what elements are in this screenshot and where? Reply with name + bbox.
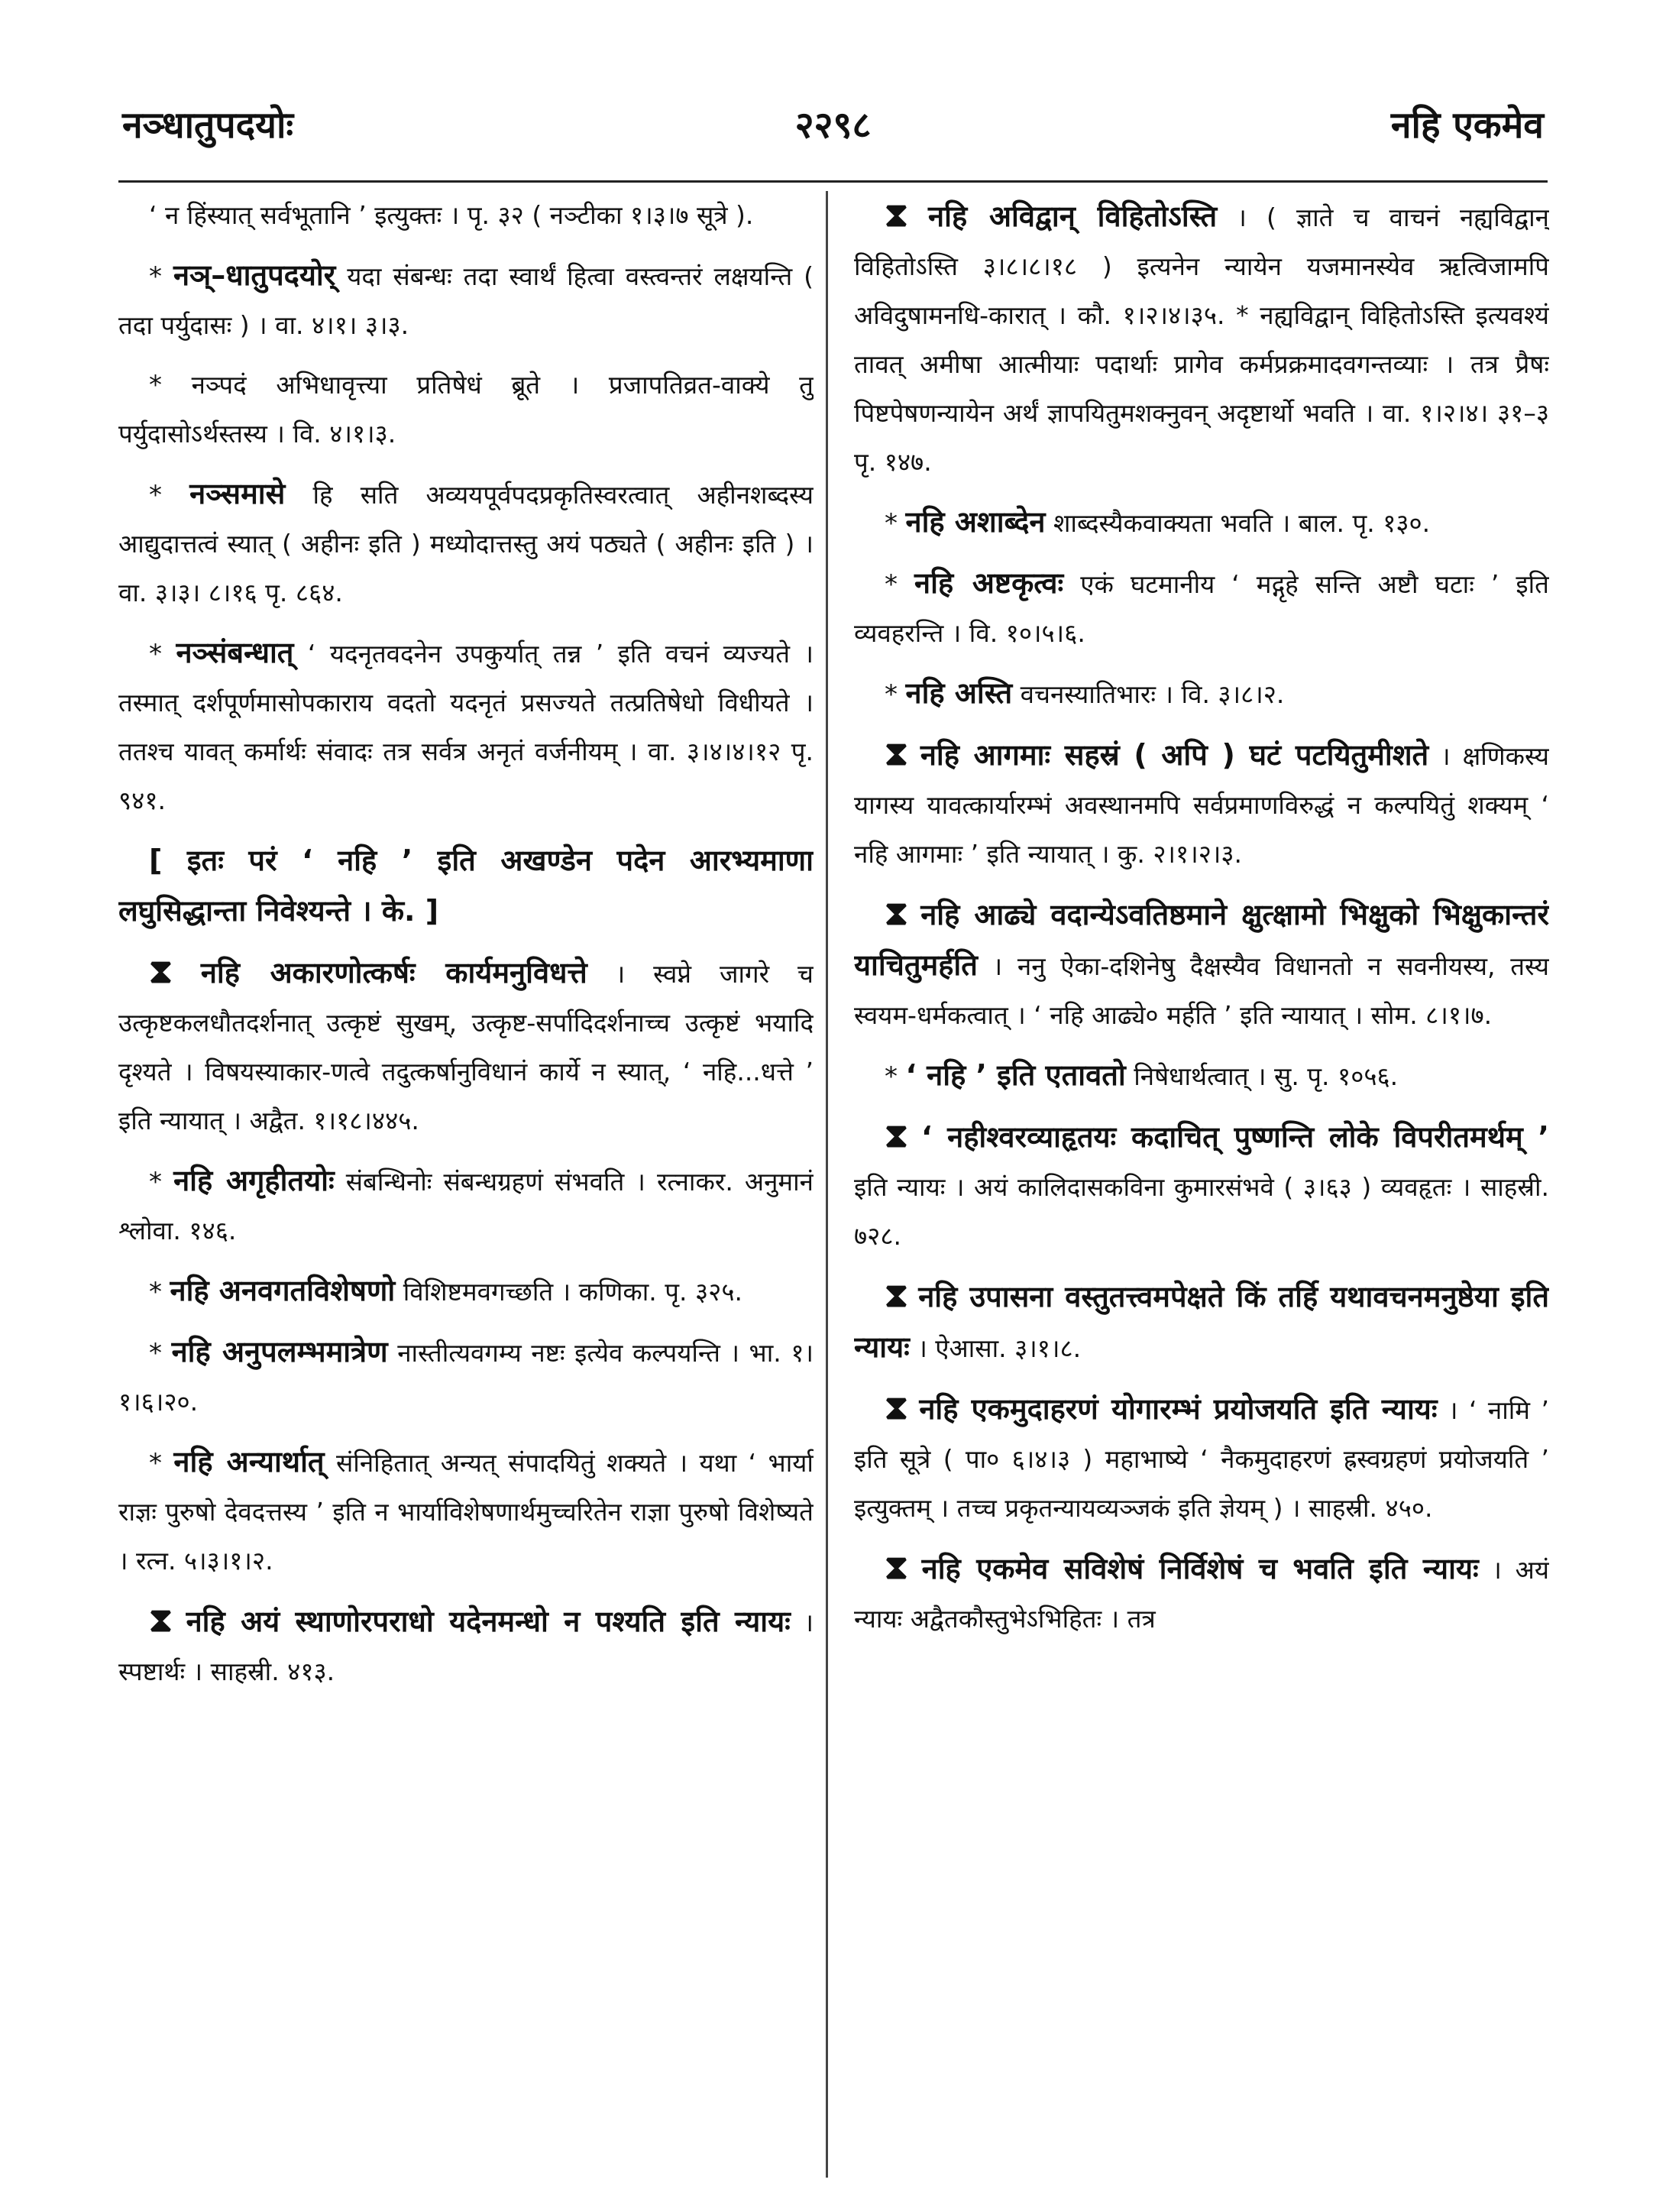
entry-text: निषेधार्थत्वात् । सु. पृ. १०५६. (1134, 1061, 1399, 1091)
entry-headword: नहि एकमेव सविशेषं निर्विशेषं च भवति इति न्यायः (921, 1552, 1479, 1585)
asterisk-marker: * (149, 1277, 162, 1307)
entry-headword: नहि अन्यार्थात् (173, 1445, 325, 1478)
hourglass-icon: ⧗ (885, 894, 908, 933)
entry-headword: नहि अनवगतविशेषणो (170, 1274, 396, 1307)
header-rule (118, 180, 1548, 183)
asterisk-marker: * (885, 679, 898, 710)
hourglass-icon: ⧗ (885, 1116, 908, 1155)
dictionary-entry (854, 559, 1549, 658)
hourglass-icon: ⧗ (885, 1548, 908, 1587)
entry-text: ‘ न हिंस्यात् सर्वभूतानि ’ इत्युक्तः । पृ. ३२ ( नञ्टीका १।३।७ सूत्रे ). (149, 200, 754, 230)
entry-text: नञ्पदं अभिधावृत्त्या प्रतिषेधं ब्रूते । प्रजापतिव्रत-वाक्ये तु पर्युदासोऽर्थस्तस्य । वि. ४।१।३. (118, 370, 814, 449)
asterisk-marker: * (885, 569, 898, 600)
dictionary-entry (118, 836, 814, 937)
dictionary-entry (118, 361, 814, 458)
header-right-word: नहि एकमेव (1390, 104, 1544, 147)
dictionary-entry (118, 251, 814, 350)
header-left-word: नञ्धातुपदयोः (122, 104, 294, 147)
dictionary-entry (118, 469, 814, 617)
entry-headword: ‘ नहीश्वरव्याहृतयः कदाचित् पुष्णन्ति लोके विपरीतमर्थम् ’ (920, 1120, 1549, 1154)
dictionary-entry (854, 1543, 1549, 1644)
entry-text: । स्पष्टार्थः । साहस्री. ४१३. (118, 1608, 814, 1686)
entry-text: । स्वप्ने जागरे च उत्कृष्टकलधौतदर्शनात् उत्कृष्टं सुखम्, उत्कृष्ट-सर्पादिदर्शनाच्च उत्कृष्टं भयादि दृश्यते । विषयस्याकार-णत्वे तदुत्कर्षानुविधानं कार्ये न स्यात्, ‘ नहि...धत्ते ’ इति न्यायात् । अद्वैत. १।१८।४४५. (118, 959, 814, 1135)
asterisk-marker: * (885, 508, 898, 539)
dictionary-entry (118, 191, 814, 240)
entry-text: । ( ज्ञाते च वाचनं नह्यविद्वान् विहितोऽस्ति ३।८।८।१८ ) इत्यनेन न्यायेन यजमानस्येव ऋत्विजामपि अविदुषामनधि-कारात् । कौ. १।२।४।३५. * नह्यविद्वान् विहितोऽस्ति इत्यवश्यं तावत् अमीषा आत्मीयाः पदार्थाः प्रागेव कर्मप्रक्रमादवगन्तव्याः । तत्र प्रैषः पिष्टपेषणन्यायेन अर्थं ज्ञापयितुमशक्नुवन् अदृष्टार्थो भवति । वा. १।२।४। ३१–३ पृ. १४७. (854, 202, 1549, 477)
entry-headword: नहि अनुपलम्भमात्रेण (171, 1335, 388, 1368)
dictionary-entry (118, 1266, 814, 1317)
hourglass-icon: ⧗ (885, 734, 908, 773)
dictionary-entry (854, 669, 1549, 719)
entry-headword: नहि अस्ति (905, 676, 1013, 710)
entry-headword: नहि आढ्ये वदान्येऽवतिष्ठमाने क्षुत्क्षामो भिक्षुको भिक्षुकान्तरं याचितुमर्हति (854, 898, 1549, 982)
entry-headword: नहि उपासना वस्तुतत्त्वमपेक्षते किं तर्हि यथावचनमनुष्ठेया इति न्यायः (854, 1280, 1549, 1364)
entry-headword: नहि अविद्वान् विहितोऽस्ति (928, 199, 1218, 233)
dictionary-entry (854, 889, 1549, 1040)
entry-headword: नहि अष्टकृत्वः (914, 566, 1064, 600)
entry-headword: नहि अगृहीतयोः (173, 1164, 335, 1197)
column-divider (826, 191, 828, 2178)
entry-text: शाब्दस्यैकवाक्यता भवति । बाल. पृ. १३०. (1053, 508, 1431, 538)
dictionary-entry (854, 1384, 1549, 1533)
asterisk-marker: * (149, 1448, 162, 1478)
dictionary-entry (118, 1327, 814, 1427)
entry-headword: नञ्संबन्धात् (176, 636, 294, 669)
dictionary-entry (854, 1271, 1549, 1373)
entry-headword: नहि अशाब्देन (905, 505, 1046, 539)
entry-text: इति न्यायः । अयं कालिदासकविना कुमारसंभवे ( ३।६३ ) व्यवहृतः । साहस्री. ७२८. (854, 1172, 1549, 1251)
right-column (854, 191, 1549, 2178)
dictionary-entry (118, 1596, 814, 1696)
page-number: २२९८ (794, 104, 872, 147)
dictionary-entry (118, 947, 814, 1145)
entry-text: । ऐआसा. ३।१।८. (917, 1333, 1082, 1363)
entry-headword: नहि आगमाः सहस्रं ( अपि ) घटं पटयितुमीशते (920, 738, 1429, 772)
asterisk-marker: * (149, 1338, 162, 1368)
entry-text: विशिष्टमवगच्छति । कणिका. पृ. ३२५. (403, 1277, 742, 1307)
page-header (122, 92, 1544, 160)
dictionary-entry (854, 497, 1549, 548)
entry-text: ‘ यदनृतवदनेन उपकुर्यात् तन्न ’ इति वचनं व्यज्यते । तस्मात् दर्शपूर्णमासोपकाराय वदतो यदनृतं प्रसज्यते तत्प्रतिषेधो विधीयते । ततश्च यावत् कर्मार्थः संवादः तत्र सर्वत्र अनृतं वर्जनीयम् । वा. ३।४।४।१२ पृ. ९४१. (118, 639, 814, 815)
entry-headword: [ इतः परं ‘ नहि ’ इति अखण्डेन पदेन आरभ्यमाणा लघुसिद्धान्ता निवेश्यन्ते । के. ] (118, 844, 814, 928)
entry-headword: नञ्–धातुपदयोर् (173, 258, 336, 292)
entry-headword: नहि एकमुदाहरणं योगारम्भं प्रयोजयति इति न्यायः (919, 1392, 1438, 1426)
entry-text: संबन्धिनोः संबन्धग्रहणं संभवति । रत्नाकर. अनुमानं श्लोवा. १४६. (118, 1167, 814, 1245)
dictionary-entry (854, 191, 1549, 487)
entry-text: हि सति अव्ययपूर्वपदप्रकृतिस्वरत्वात् अहीनशब्दस्य आद्युदात्तत्वं स्यात् ( अहीनः इति ) मध्योदात्तस्तु अयं पठ्यते ( अहीनः इति ) । वा. ३।३। ८।१६ पृ. ८६४. (118, 480, 814, 607)
asterisk-marker: * (149, 480, 162, 510)
hourglass-icon: ⧗ (885, 1276, 908, 1315)
dictionary-entry (854, 730, 1549, 879)
entry-text: एकं घटमानीय ‘ मद्गृहे सन्ति अष्टौ घटाः ’ इति व्यवहरन्ति । वि. १०।५।६. (854, 569, 1549, 648)
entry-headword: नहि अयं स्थाणोरपराधो यदेनमन्धो न पश्यति इति न्यायः (186, 1605, 791, 1638)
entry-text: । क्षणिकस्य यागस्य यावत्कार्यारम्भं अवस्थानमपि सर्वप्रमाणविरुद्धं न कल्पयितुं शक्यम् ‘ नहि आगमाः ’ इति न्यायात् । कु. २।१।२।३. (854, 741, 1549, 869)
left-column (118, 191, 814, 2178)
dictionary-entry (854, 1051, 1549, 1101)
asterisk-marker: * (149, 639, 162, 669)
dictionary-entry (118, 628, 814, 825)
entry-text: । ननु ऐका-दशिनेषु दैक्षस्यैव विधानतो न सवनीयस्य, तस्य स्वयम-धर्मकत्वात् । ‘ नहि आढ्ये० मर्हति ’ इति न्यायात् । सोम. ८।१।७. (854, 951, 1549, 1030)
dictionary-entry (854, 1112, 1549, 1261)
entry-headword: नञ्समासे (189, 477, 286, 510)
entry-headword: ‘ नहि ’ इति एतावतो (905, 1058, 1126, 1092)
entry-headword: नहि अकारणोत्कर्षः कार्यमनुविधत्ते (200, 956, 587, 989)
dictionary-entry (118, 1156, 814, 1255)
entry-text: नास्तीत्यवगम्य नष्टः इत्येव कल्पयन्ति । भा. १।१।६।२०. (118, 1338, 814, 1417)
hourglass-icon: ⧗ (149, 952, 173, 991)
entry-text: संनिहितात् अन्यत् संपादयितुं शक्यते । यथा ‘ भार्या राज्ञः पुरुषो देवदत्तस्य ’ इति न भार्याविशेषणार्थमुच्चरितेन राज्ञा पुरुषो विशेष्यते । रत्न. ५।३।१।२. (118, 1448, 814, 1576)
hourglass-icon: ⧗ (149, 1601, 173, 1640)
hourglass-icon: ⧗ (885, 196, 908, 235)
entry-text: वचनस्यातिभारः । वि. ३।८।२. (1020, 679, 1285, 709)
asterisk-marker: * (885, 1061, 898, 1092)
hourglass-icon: ⧗ (885, 1388, 908, 1427)
asterisk-marker: * (149, 1167, 162, 1197)
entry-text: । अयं न्यायः अद्वैतकौस्तुभेऽभिहितः । तत्र (854, 1555, 1549, 1634)
entry-text: यदा संबन्धः तदा स्वार्थं हित्वा वस्त्वन्तरं लक्षयन्ति ( तदा पर्युदासः ) । वा. ४।१। ३।३. (118, 261, 814, 340)
asterisk-marker: * (149, 261, 162, 292)
entry-text: । ‘ नामि ’ इति सूत्रे ( पा० ६।४।३ ) महाभाष्ये ‘ नैकमुदाहरणं ह्रस्वग्रहणं प्रयोजयति ’ इत्युक्तम् । तच्च प्रकृतन्यायव्यञ्जकं इति ज्ञेयम् ) । साहस्री. ४५०. (854, 1395, 1549, 1523)
dictionary-entry (118, 1437, 814, 1585)
asterisk-marker: * (149, 370, 162, 400)
